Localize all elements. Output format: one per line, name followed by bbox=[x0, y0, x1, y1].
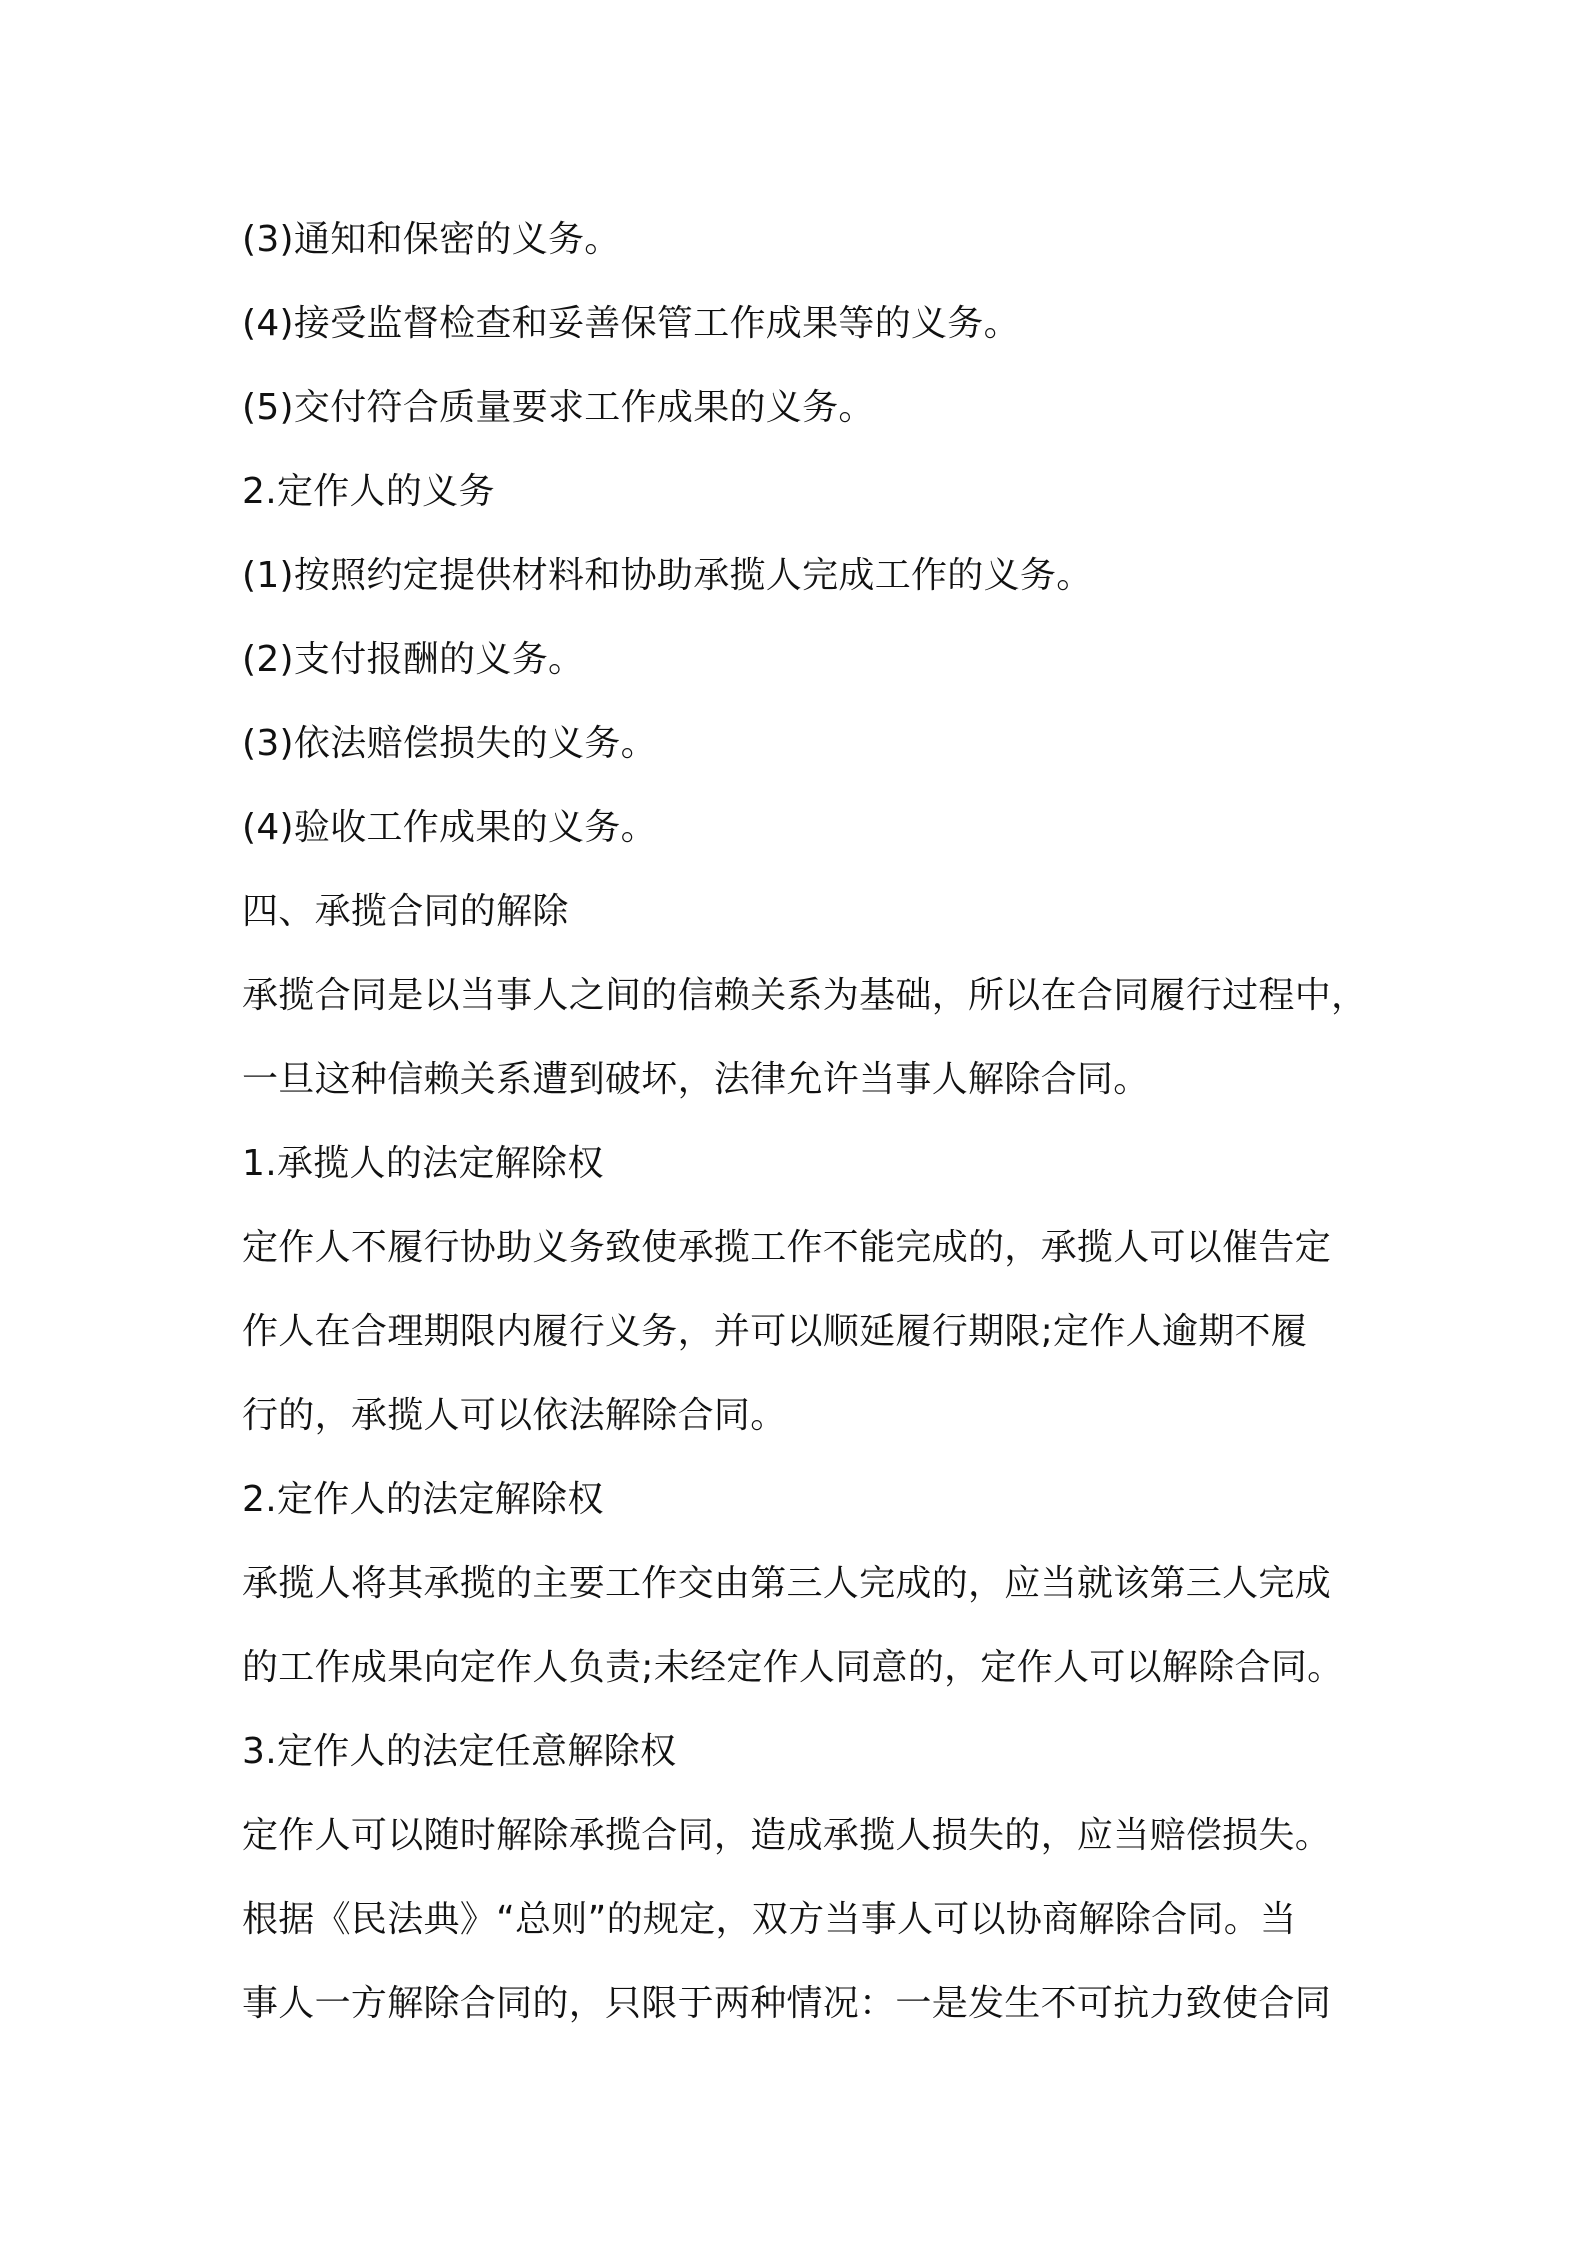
section-heading-contractor-right: 1.承揽人的法定解除权 bbox=[242, 1143, 604, 1184]
paragraph-line: 承揽合同是以当事人之间的信赖关系为基础，所以在合同履行过程中， bbox=[242, 975, 1368, 1016]
section-heading-arbitrary-right: 3.定作人的法定任意解除权 bbox=[242, 1731, 677, 1772]
list-item-provide-materials: (1)按照约定提供材料和协助承揽人完成工作的义务。 bbox=[242, 555, 1093, 596]
section-heading-orderer-duties: 2.定作人的义务 bbox=[242, 471, 495, 512]
paragraph-line: 承揽人将其承揽的主要工作交由第三人完成的，应当就该第三人完成 bbox=[242, 1563, 1332, 1604]
paragraph-line: 事人一方解除合同的，只限于两种情况：一是发生不可抗力致使合同 bbox=[242, 1983, 1332, 2024]
list-item-pay-remuneration: (2)支付报酬的义务。 bbox=[242, 639, 585, 680]
list-item-compensate-losses: (3)依法赔偿损失的义务。 bbox=[242, 723, 657, 764]
list-item-deliver-results: (5)交付符合质量要求工作成果的义务。 bbox=[242, 387, 875, 428]
list-item-accept-results: (4)验收工作成果的义务。 bbox=[242, 807, 657, 848]
paragraph-line: 作人在合理期限内履行义务，并可以顺延履行期限;定作人逾期不履 bbox=[242, 1311, 1308, 1352]
chapter-heading-termination: 四、承揽合同的解除 bbox=[242, 891, 569, 932]
list-item-notify-confidentiality: (3)通知和保密的义务。 bbox=[242, 219, 621, 260]
paragraph-line: 行的，承揽人可以依法解除合同。 bbox=[242, 1395, 787, 1436]
paragraph-line: 的工作成果向定作人负责;未经定作人同意的，定作人可以解除合同。 bbox=[242, 1647, 1344, 1688]
paragraph-line: 根据《民法典》“总则”的规定，双方当事人可以协商解除合同。当 bbox=[242, 1899, 1297, 1940]
paragraph-line: 定作人可以随时解除承揽合同，造成承揽人损失的，应当赔偿损失。 bbox=[242, 1815, 1332, 1856]
document-body bbox=[242, 198, 1368, 2046]
paragraph-line: 定作人不履行协助义务致使承揽工作不能完成的，承揽人可以催告定 bbox=[242, 1227, 1332, 1268]
paragraph-line: 一旦这种信赖关系遭到破坏，法律允许当事人解除合同。 bbox=[242, 1059, 1150, 1100]
section-heading-orderer-right: 2.定作人的法定解除权 bbox=[242, 1479, 604, 1520]
list-item-accept-supervision: (4)接受监督检查和妥善保管工作成果等的义务。 bbox=[242, 303, 1020, 344]
